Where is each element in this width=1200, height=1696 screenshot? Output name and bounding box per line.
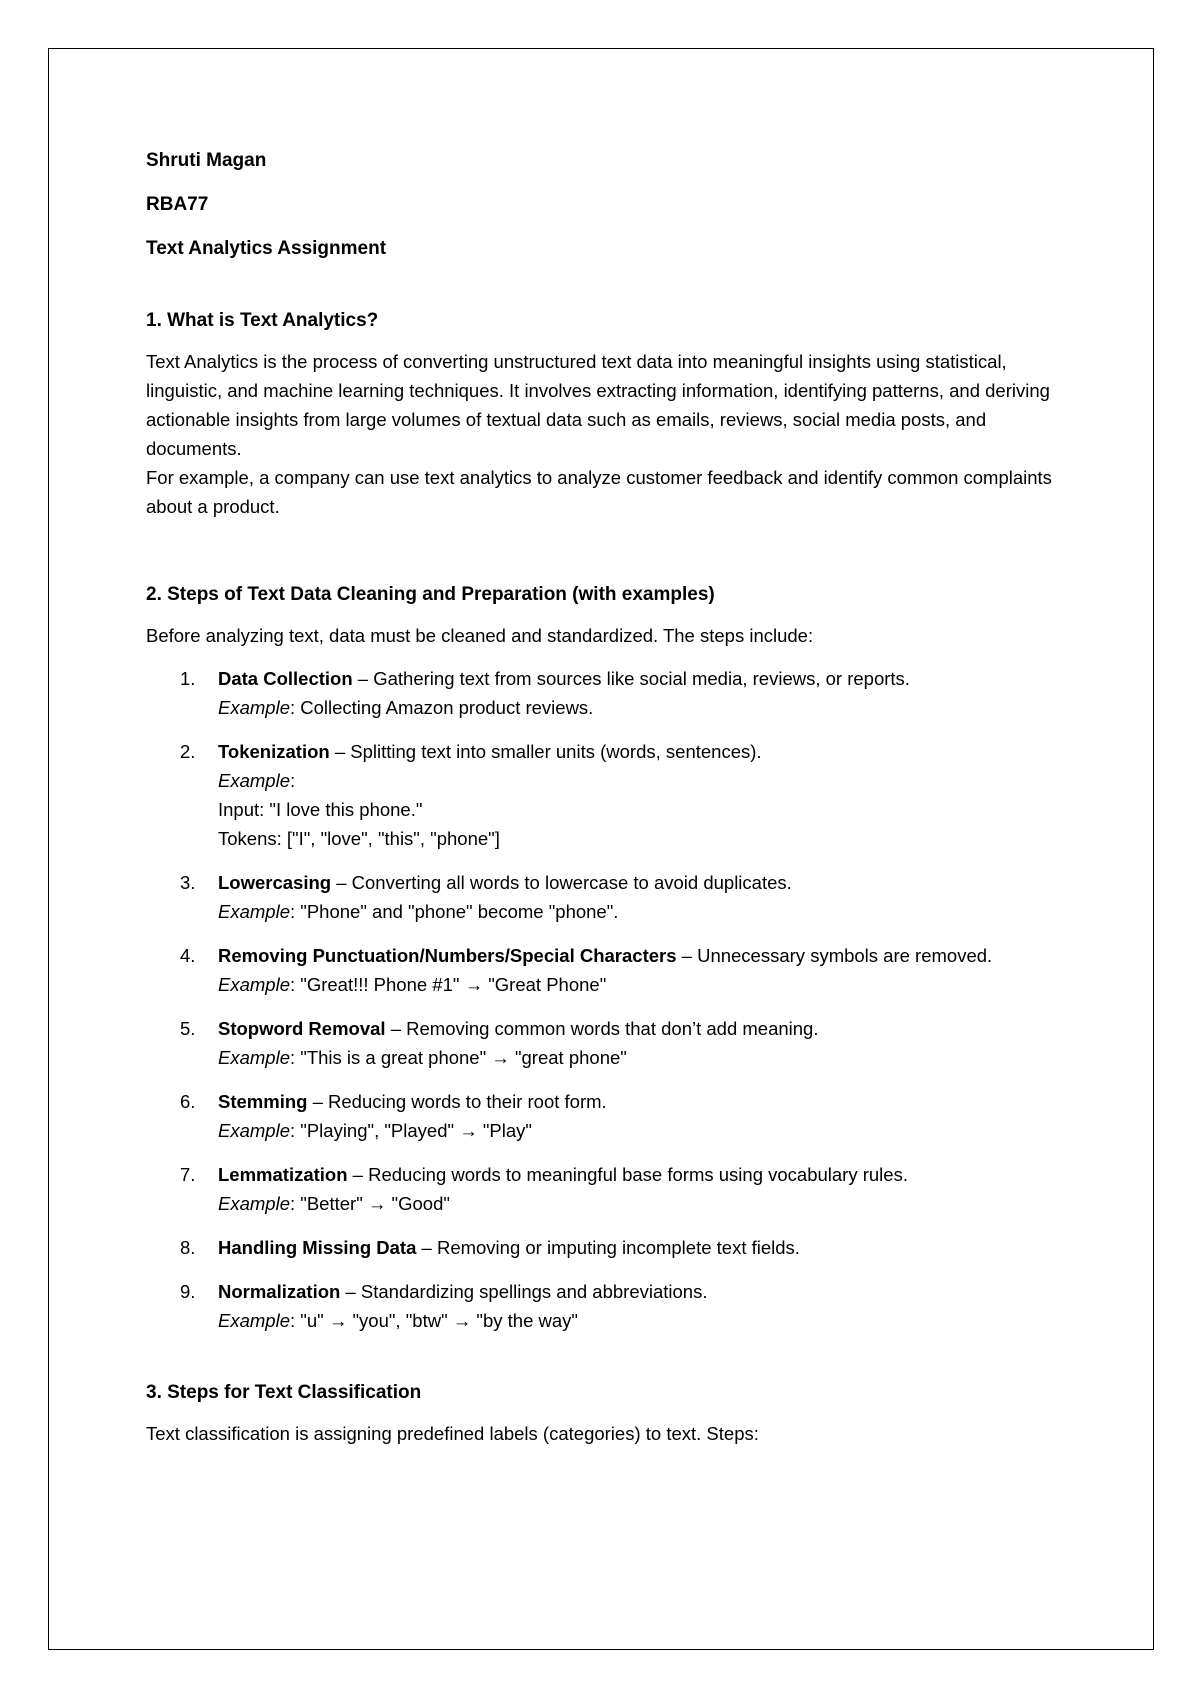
- example-text: : "Phone" and "phone" become "phone".: [289, 901, 619, 922]
- example-text: : Collecting Amazon product reviews.: [289, 697, 594, 718]
- cleaning-steps-list: [146, 664, 1086, 1335]
- list-number: 8.: [180, 1237, 196, 1258]
- document-title: Text Analytics Assignment: [146, 238, 387, 259]
- step-description: [218, 1233, 1086, 1262]
- step-example: [218, 766, 1086, 795]
- step-desc: – Reducing words to their root form.: [307, 1091, 607, 1112]
- step-term: Normalization: [218, 1281, 341, 1302]
- step-example: [218, 1189, 1086, 1218]
- example-text: : "Playing", "Played" → "Play": [289, 1120, 532, 1141]
- step-term: Lemmatization: [218, 1164, 348, 1185]
- step-example: [218, 693, 1086, 722]
- step-description: [218, 1160, 1086, 1189]
- step-desc: – Reducing words to meaningful base forms using vocabulary rules.: [347, 1164, 908, 1185]
- section-3-heading: 3. Steps for Text Classification: [146, 1382, 422, 1403]
- list-number: 3.: [180, 872, 196, 893]
- list-item: [146, 1277, 1086, 1335]
- list-item: [146, 941, 1086, 999]
- step-desc: – Splitting text into smaller units (words, sentences).: [329, 741, 762, 762]
- document-body: [146, 147, 1086, 1448]
- section-1-paragraph-2: For example, a company can use text analytics to analyze customer feedback and identify common complaints about a product.: [146, 467, 1052, 517]
- list-number: 6.: [180, 1091, 196, 1112]
- example-text: : "u" → "you", "btw" → "by the way": [289, 1310, 578, 1331]
- step-term: Stopword Removal: [218, 1018, 386, 1039]
- step-example: [218, 824, 1086, 853]
- step-desc: – Converting all words to lowercase to avoid duplicates.: [331, 872, 792, 893]
- step-desc: – Removing common words that don’t add meaning.: [385, 1018, 819, 1039]
- example-text: Input: "I love this phone.": [218, 799, 423, 820]
- step-term: Stemming: [218, 1091, 308, 1112]
- example-text: :: [289, 770, 296, 791]
- example-text: : "Better" → "Good": [289, 1193, 450, 1214]
- step-term: Tokenization: [218, 741, 330, 762]
- list-number: 7.: [180, 1164, 196, 1185]
- step-description: [218, 868, 1086, 897]
- step-example: [218, 970, 1086, 999]
- section-1-paragraph-1: Text Analytics is the process of converting unstructured text data into meaningful insights using statistical, linguistic, and machine learning techniques. It involves extracting information, identifying patterns, and deriving actionable insights from large volumes of textual data such as emails, reviews, social media posts, and documents.: [146, 351, 1050, 459]
- list-item: [146, 737, 1086, 853]
- step-description: [218, 1014, 1086, 1043]
- list-number: 9.: [180, 1281, 196, 1302]
- step-desc: – Standardizing spellings and abbreviations.: [340, 1281, 708, 1302]
- example-label: Example: [218, 974, 290, 995]
- step-desc: – Unnecessary symbols are removed.: [676, 945, 993, 966]
- step-example: [218, 897, 1086, 926]
- step-description: [218, 941, 1086, 970]
- example-label: Example: [218, 1047, 290, 1068]
- step-example: [218, 795, 1086, 824]
- step-description: [218, 1087, 1086, 1116]
- example-label: Example: [218, 697, 290, 718]
- step-term: Data Collection: [218, 668, 353, 689]
- section-3-intro: Text classification is assigning predefined labels (categories) to text. Steps:: [146, 1423, 759, 1444]
- step-term: Lowercasing: [218, 872, 332, 893]
- example-label: Example: [218, 1120, 290, 1141]
- student-id: RBA77: [146, 194, 209, 215]
- section-1-heading: 1. What is Text Analytics?: [146, 310, 379, 331]
- section-2-heading: 2. Steps of Text Data Cleaning and Preparation (with examples): [146, 584, 715, 605]
- step-description: [218, 664, 1086, 693]
- list-number: 5.: [180, 1018, 196, 1039]
- list-number: 1.: [180, 668, 196, 689]
- example-label: Example: [218, 901, 290, 922]
- step-example: [218, 1116, 1086, 1145]
- section-2-intro: Before analyzing text, data must be cleaned and standardized. The steps include:: [146, 625, 814, 646]
- example-text: : "Great!!! Phone #1" → "Great Phone": [289, 974, 607, 995]
- example-label: Example: [218, 770, 290, 791]
- list-item: [146, 1160, 1086, 1218]
- list-item: [146, 868, 1086, 926]
- list-item: [146, 1087, 1086, 1145]
- list-item: [146, 1233, 1086, 1262]
- example-text: Tokens: ["I", "love", "this", "phone"]: [218, 828, 500, 849]
- example-label: Example: [218, 1310, 290, 1331]
- list-item: [146, 1014, 1086, 1072]
- step-description: [218, 737, 1086, 766]
- example-text: : "This is a great phone" → "great phone": [289, 1047, 627, 1068]
- step-desc: – Gathering text from sources like social media, reviews, or reports.: [352, 668, 910, 689]
- step-term: Removing Punctuation/Numbers/Special Characters: [218, 945, 677, 966]
- step-description: [218, 1277, 1086, 1306]
- step-example: [218, 1306, 1086, 1335]
- list-item: [146, 664, 1086, 722]
- example-label: Example: [218, 1193, 290, 1214]
- list-number: 4.: [180, 945, 196, 966]
- list-number: 2.: [180, 741, 196, 762]
- step-desc: – Removing or imputing incomplete text fields.: [416, 1237, 800, 1258]
- step-term: Handling Missing Data: [218, 1237, 417, 1258]
- author-name: Shruti Magan: [146, 150, 267, 171]
- step-example: [218, 1043, 1086, 1072]
